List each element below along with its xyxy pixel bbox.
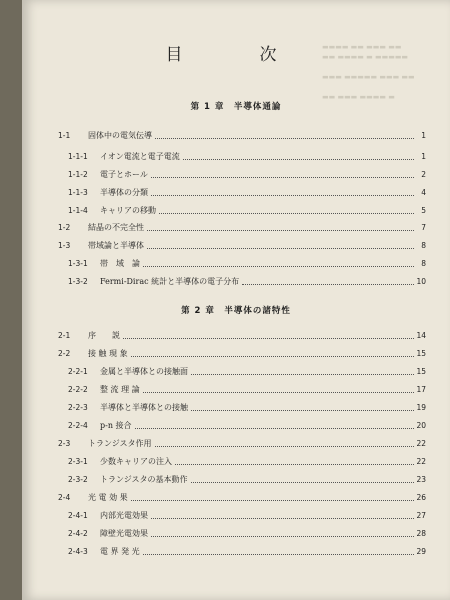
page-number: 8 — [421, 241, 426, 250]
section-number: 2-2-4 — [68, 421, 88, 430]
page-number: 26 — [416, 493, 426, 502]
section-number: 2-2-3 — [68, 403, 88, 412]
page-number: 5 — [421, 206, 426, 215]
dot-leader — [143, 553, 414, 555]
section-title: 少数キャリアの注入 — [100, 457, 172, 466]
section-title: Fermi-Dirac 統計と半導体の電子分布 — [100, 277, 240, 286]
section-title: 電子とホール — [100, 170, 148, 179]
section-title: 固体中の電気伝導 — [88, 131, 152, 140]
section-title: 接 触 現 象 — [88, 349, 128, 358]
section-title: トランジスタ作用 — [88, 439, 152, 448]
section-number: 1-3-2 — [68, 277, 88, 286]
section-number: 2-1 — [58, 331, 71, 340]
section-number: 2-4-2 — [68, 529, 88, 538]
page-number: 23 — [416, 475, 426, 484]
dot-leader — [191, 481, 414, 483]
section-title: イオン電流と電子電流 — [100, 152, 180, 161]
page-number: 22 — [416, 439, 426, 448]
toc-entry[interactable] — [58, 240, 426, 252]
page-number: 4 — [421, 188, 426, 197]
page-number: 27 — [416, 511, 426, 520]
dot-leader — [183, 158, 414, 160]
section-number: 2-3 — [58, 439, 71, 448]
section-title: 整 流 理 論 — [100, 385, 140, 394]
section-number: 1-1-2 — [68, 170, 88, 179]
page-number: 2 — [421, 170, 426, 179]
toc-entry[interactable] — [58, 130, 426, 142]
dot-leader — [155, 445, 414, 447]
toc-entry[interactable] — [58, 276, 426, 288]
toc-entry[interactable] — [58, 384, 426, 396]
section-title: 障壁光電効果 — [100, 529, 148, 538]
toc-entry[interactable] — [58, 420, 426, 432]
toc-entry[interactable] — [58, 348, 426, 360]
section-title: 光 電 効 果 — [88, 493, 128, 502]
section-number: 1-3 — [58, 241, 71, 250]
toc-entry[interactable] — [58, 456, 426, 468]
toc-entry[interactable] — [58, 546, 426, 558]
toc-entry[interactable] — [58, 528, 426, 540]
section-number: 2-4-1 — [68, 511, 88, 520]
show-through-text: ▬▬▬▬ ▬▬ ▬▬▬ ▬▬ ▬▬ ▬▬▬▬ ▬ ▬▬▬▬▬ ▬▬▬ ▬▬▬▬▬ ▬▬▬ ▬▬ ▬▬ ▬▬▬ ▬▬▬▬ ▬ — [322, 43, 415, 101]
section-title: p-n 接合 — [100, 421, 132, 430]
page-number: 14 — [416, 331, 426, 340]
toc-entry[interactable] — [58, 187, 426, 199]
dot-leader — [151, 176, 414, 178]
section-title: 金属と半導体との接触面 — [100, 367, 188, 376]
toc-entry[interactable] — [58, 474, 426, 486]
page-title: 目 次 — [165, 45, 307, 65]
section-title: 帯 域 論 — [100, 259, 140, 268]
toc-entry[interactable] — [58, 492, 426, 504]
page-number: 1 — [421, 152, 426, 161]
page-number: 22 — [416, 457, 426, 466]
page-number: 15 — [416, 367, 426, 376]
toc-entry[interactable] — [58, 205, 426, 217]
dot-leader — [151, 535, 414, 537]
page-number: 17 — [416, 385, 426, 394]
section-number: 1-3-1 — [68, 259, 88, 268]
dot-leader — [155, 137, 414, 139]
section-title: キャリアの移動 — [100, 206, 156, 215]
dot-leader — [242, 283, 414, 285]
section-title: トランジスタの基本動作 — [100, 475, 188, 484]
page-number: 10 — [416, 277, 426, 286]
section-title: 電 界 発 光 — [100, 547, 140, 556]
toc-entry[interactable] — [58, 258, 426, 270]
toc-entry[interactable] — [58, 438, 426, 450]
page-number: 7 — [421, 223, 426, 232]
section-number: 1-1-1 — [68, 152, 88, 161]
dot-leader — [131, 355, 414, 357]
section-title: 序 説 — [88, 331, 120, 340]
chapter-heading: 第 2 章 半導体の諸特性 — [181, 306, 291, 316]
section-number: 1-1 — [58, 131, 71, 140]
toc-entry[interactable] — [58, 510, 426, 522]
book-page — [22, 0, 450, 600]
dot-leader — [147, 229, 414, 231]
toc-entry[interactable] — [58, 330, 426, 342]
section-number: 2-3-1 — [68, 457, 88, 466]
section-number: 1-2 — [58, 223, 71, 232]
section-number: 1-1-3 — [68, 188, 88, 197]
dot-leader — [143, 265, 414, 267]
dot-leader — [131, 499, 414, 501]
dot-leader — [143, 391, 414, 393]
section-title: 結晶の不完全性 — [88, 223, 144, 232]
toc-entry[interactable] — [58, 402, 426, 414]
dot-leader — [159, 212, 414, 214]
page-number: 20 — [416, 421, 426, 430]
section-number: 2-2-2 — [68, 385, 88, 394]
toc-entry[interactable] — [58, 366, 426, 378]
section-title: 半導体と半導体との接触 — [100, 403, 188, 412]
chapter-heading: 第 1 章 半導体通論 — [190, 102, 282, 112]
dot-leader — [123, 337, 414, 339]
section-title: 内部光電効果 — [100, 511, 148, 520]
dot-leader — [135, 427, 414, 429]
dot-leader — [191, 373, 414, 375]
dot-leader — [175, 463, 414, 465]
page-number: 28 — [416, 529, 426, 538]
section-title: 半導体の分類 — [100, 188, 148, 197]
dot-leader — [151, 517, 414, 519]
dot-leader — [147, 247, 414, 249]
toc-entry[interactable] — [58, 151, 426, 163]
toc-entry[interactable] — [58, 222, 426, 234]
page-number: 1 — [421, 131, 426, 140]
section-number: 1-1-4 — [68, 206, 88, 215]
dot-leader — [151, 194, 414, 196]
section-number: 2-4-3 — [68, 547, 88, 556]
page-number: 19 — [416, 403, 426, 412]
section-number: 2-2 — [58, 349, 71, 358]
page-number: 15 — [416, 349, 426, 358]
page-number: 29 — [416, 547, 426, 556]
section-number: 2-4 — [58, 493, 71, 502]
section-title: 帯域論と半導体 — [88, 241, 144, 250]
section-number: 2-2-1 — [68, 367, 88, 376]
section-number: 2-3-2 — [68, 475, 88, 484]
toc-entry[interactable] — [58, 169, 426, 181]
dot-leader — [191, 409, 414, 411]
page-number: 8 — [421, 259, 426, 268]
